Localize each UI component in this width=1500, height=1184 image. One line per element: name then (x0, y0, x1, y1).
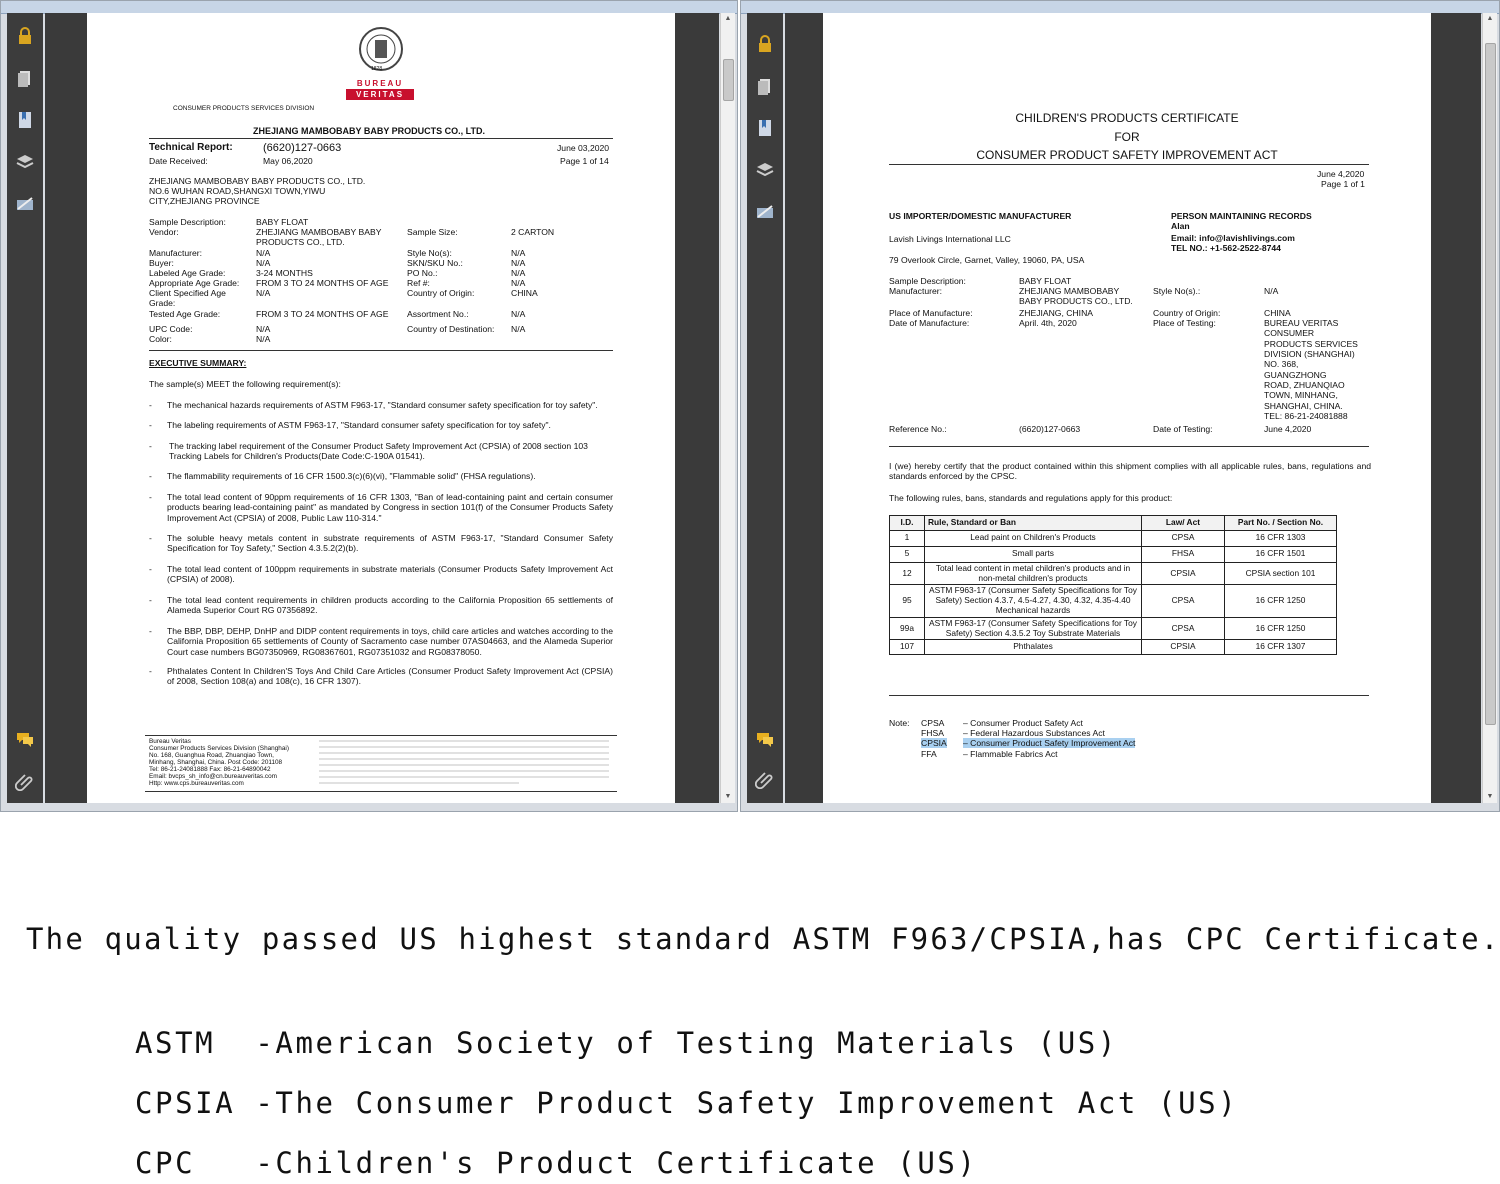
pages-icon[interactable] (754, 75, 776, 97)
layers-icon[interactable] (14, 151, 36, 173)
address-line: CITY,ZHEJIANG PROVINCE (149, 196, 260, 206)
tech-report-no: (6620)127-0663 (263, 142, 342, 154)
note-abbr-highlighted[interactable]: CPSIA (921, 738, 947, 748)
cell-rule: ASTM F963-17 (Consumer Safety Specifications for Toy Safety) Section 4.3.7, 4.5-4.27, 4.30, 4.32, 4.35-4.40 Mechanical hazards (925, 585, 1142, 617)
field-value: N/A (256, 334, 271, 344)
executive-summary-heading: EXECUTIVE SUMMARY: (149, 358, 247, 368)
cell-rule: ASTM F963-17 (Consumer Safety Specifications for Toy Safety) Section 4.3.5.2 Toy Substrate Materials (925, 617, 1142, 640)
page-number: Page 1 of 14 (560, 156, 609, 166)
cert-page: Page 1 of 1 (1321, 179, 1365, 189)
field-value: N/A (511, 248, 526, 258)
cell-law: CPSIA (1142, 562, 1225, 585)
cell-law: CPSA (1142, 617, 1225, 640)
cell-law: CPSIA (1142, 640, 1225, 655)
field-value: N/A (511, 268, 526, 278)
cell-rule: Lead paint on Children's Products (925, 530, 1142, 546)
bullet-dash: - (149, 564, 152, 574)
requirement-item: The total lead content requirements in children products according to the California Proposition 65 settlements of Alameda Superior Court RG 07356892. (167, 595, 613, 616)
note-desc: – Consumer Product Safety Act (963, 718, 1083, 728)
lock-icon[interactable] (14, 25, 36, 47)
bullet-dash: - (149, 595, 152, 605)
table-row (890, 562, 1337, 585)
field-value: N/A (256, 248, 271, 258)
field-value: ZHEJIANG, CHINA (1019, 308, 1094, 318)
cell-rule: Small parts (925, 546, 1142, 562)
origin-value: CHINA (1264, 308, 1291, 318)
requirement-item: The total lead content of 100ppm requirements in substrate materials (Consumer Products Safety Improvement Act (CPSIA) of 2008). (167, 564, 613, 585)
footer-fine-print (319, 739, 611, 787)
divider (889, 446, 1369, 447)
field-value: N/A (256, 288, 271, 298)
bullet-dash: - (149, 492, 152, 502)
note-label: Note: (889, 718, 910, 728)
address-line: ZHEJIANG MAMBOBABY BABY PRODUCTS CO., LTD. (149, 176, 366, 186)
field-value: PRODUCTS CO., LTD. (256, 237, 345, 247)
field-value: ZHEJIANG MAMBOBABY BABY (256, 227, 382, 237)
column-header: Law/ Act (1142, 516, 1225, 531)
requirement-item: The BBP, DBP, DEHP, DnHP and DIDP content requirements in toys, child care articles and watches according to the California Proposition 65 settlements of County of Sacramento case number 07AS04663, and the Alameda Superior Court case numbers BG07350969, RG08367601, RG07351032 and RG08378050. (167, 626, 613, 657)
field-value: 2 CARTON (511, 227, 555, 237)
logo-veritas: VERITAS (346, 89, 414, 100)
signature-icon[interactable] (754, 201, 776, 223)
bullet-dash: - (149, 441, 152, 451)
divider (889, 164, 1369, 165)
meet-intro: The sample(s) MEET the following requirement(s): (149, 379, 341, 389)
records-name: Alan (1171, 221, 1190, 231)
testing-line: DIVISION (SHANGHAI) (1264, 349, 1355, 359)
footer-line: No. 168, Guanghua Road, Zhuanqiao Town, (149, 752, 274, 759)
field-value: N/A (511, 324, 526, 334)
logo-bureau: BUREAU (356, 79, 404, 88)
field-value: ZHEJIANG MAMBOBABY (1019, 286, 1120, 296)
lock-icon[interactable] (754, 33, 776, 55)
records-tel: TEL NO.: +1-562-2522-8744 (1171, 243, 1281, 253)
field-label: Manufacturer: (149, 248, 203, 258)
testing-label: Place of Testing: (1153, 318, 1216, 328)
divider (149, 138, 613, 139)
scrollbar-thumb[interactable] (1485, 43, 1496, 725)
cpsia-definition: CPSIA -The Consumer Product Safety Improvement Act (US) (135, 1086, 1239, 1120)
date-received: May 06,2020 (263, 156, 313, 166)
bullet-dash: - (149, 471, 152, 481)
vertical-scrollbar[interactable] (720, 13, 735, 803)
cell-law: FHSA (1142, 546, 1225, 562)
pages-icon[interactable] (14, 67, 36, 89)
field-value: FROM 3 TO 24 MONTHS OF AGE (256, 309, 389, 319)
layers-icon[interactable] (754, 159, 776, 181)
field-value: 3-24 MONTHS (256, 268, 313, 278)
table-header-row (890, 516, 1337, 531)
left-sidebar (747, 13, 783, 803)
field-value: BABY PRODUCTS CO., LTD. (1019, 296, 1133, 306)
reference-value: (6620)127-0663 (1019, 424, 1081, 434)
bullet-dash: - (149, 626, 152, 636)
cell-law: CPSA (1142, 585, 1225, 617)
field-value: N/A (511, 278, 526, 288)
table-row (890, 617, 1337, 640)
table-row (890, 585, 1337, 617)
astm-definition: ASTM -American Society of Testing Materials (US) (135, 1026, 1118, 1060)
bookmark-icon[interactable] (14, 109, 36, 131)
field-label: Place of Manufacture: (889, 308, 973, 318)
footer-line: Email: bvcps_sh_info@cn.bureauveritas.com (149, 773, 277, 780)
comment-icon[interactable] (14, 728, 36, 750)
field-value: April. 4th, 2020 (1019, 318, 1077, 328)
divider (145, 735, 617, 736)
testing-line: ROAD, ZHUANQIAO (1264, 380, 1345, 390)
field-value: N/A (256, 258, 271, 268)
bullet-dash: - (149, 420, 152, 430)
field-label: UPC Code: (149, 324, 193, 334)
address-line: NO.6 WUHAN ROAD,SHANGXI TOWN,YIWU (149, 186, 326, 196)
field-label: Country of Origin: (407, 288, 475, 298)
left-pdf-viewer (0, 0, 738, 812)
cell-part: CPSIA section 101 (1225, 562, 1337, 585)
cert-title: CHILDREN'S PRODUCTS CERTIFICATE (1015, 111, 1239, 125)
testing-line: CONSUMER (1264, 328, 1315, 338)
company-title: ZHEJIANG MAMBOBABY BABY PRODUCTS CO., LTD. (253, 126, 486, 136)
field-value: FROM 3 TO 24 MONTHS OF AGE (256, 278, 389, 288)
field-label: PO No.: (407, 268, 438, 278)
field-label: SKN/SKU No.: (407, 258, 463, 268)
field-label: Buyer: (149, 258, 174, 268)
report-date: June 03,2020 (557, 143, 610, 153)
style-value: N/A (1264, 286, 1279, 296)
cell-part: 16 CFR 1501 (1225, 546, 1337, 562)
attachment-icon[interactable] (754, 768, 776, 790)
note-abbr: FHSA (921, 728, 944, 738)
records-heading: PERSON MAINTAINING RECORDS (1171, 211, 1312, 221)
field-label: Country of Destination: (407, 324, 495, 334)
origin-label: Country of Origin: (1153, 308, 1221, 318)
field-label: Color: (149, 334, 172, 344)
requirement-item: The total lead content of 90ppm requirements of 16 CFR 1303, "Ban of lead-containing paint and certain consumer products bearing lead-containing paint" as mandated by Congress in section 101(f) of the Consumer Products Safety Improvement Act (CPSIA) of 2008, Public Law 110-314." (167, 492, 613, 523)
field-label: Style No(s): (407, 248, 452, 258)
divider (145, 791, 617, 792)
note-desc-highlighted[interactable]: – Consumer Product Safety Improvement Act (963, 738, 1136, 748)
records-email: Email: info@lavishlivings.com (1171, 233, 1295, 243)
footer-line: Minhang, Shanghai, China. Post Code: 201108 (149, 759, 283, 766)
cell-id: 5 (890, 546, 925, 562)
date-received-label: Date Received: (149, 156, 208, 166)
requirement-item: The soluble heavy metals content in substrate requirements of ASTM F963-17, "Standard Consumer Safety Specification for Toy Safety," Section 4.3.5.2(2)(b). (167, 533, 613, 554)
rules-table (889, 515, 1337, 655)
footer-line: Bureau Veritas (149, 738, 191, 745)
cell-rule: Total lead content in metal children's products and in non-metal children's products (925, 562, 1142, 585)
right-pdf-viewer (740, 0, 1500, 812)
field-label: Grade: (149, 298, 176, 308)
bookmark-icon[interactable] (754, 117, 776, 139)
cert-title-act: CONSUMER PRODUCT SAFETY IMPROVEMENT ACT (976, 148, 1278, 162)
cell-law: CPSA (1142, 530, 1225, 546)
signature-icon[interactable] (14, 193, 36, 215)
divider (889, 695, 1369, 696)
field-label: Assortment No.: (407, 309, 469, 319)
report-page (87, 13, 675, 803)
scrollbar-thumb[interactable] (723, 59, 734, 101)
cell-part: 16 CFR 1250 (1225, 585, 1337, 617)
footer-line: Tel: 86-21-24081888 Fax: 86-21-64890042 (149, 766, 271, 773)
scroll-down-arrow-icon[interactable]: ▼ (1486, 793, 1494, 800)
field-value: CHINA (511, 288, 538, 298)
importer-heading: US IMPORTER/DOMESTIC MANUFACTURER (889, 211, 1072, 221)
cell-id: 107 (890, 640, 925, 655)
divider (149, 350, 613, 351)
reference-label: Reference No.: (889, 424, 947, 434)
testing-line: PRODUCTS SERVICES (1264, 339, 1358, 349)
cert-title-for: FOR (1114, 130, 1140, 144)
cpc-definition: CPC -Children's Product Certificate (US) (135, 1146, 978, 1180)
field-value: N/A (256, 324, 271, 334)
document-area (45, 13, 719, 803)
date-of-testing-label: Date of Testing: (1153, 424, 1213, 434)
testing-line: BUREAU VERITAS (1264, 318, 1339, 328)
requirement-item: Phthalates Content In Children'S Toys And Child Care Articles (Consumer Product Safety Improvement Act (CPSIA) of 2008, Section 108(a) and 108(c), 16 CFR 1307). (167, 666, 613, 687)
cell-part: 16 CFR 1250 (1225, 617, 1337, 640)
importer-name: Lavish Livings International LLC (889, 234, 1011, 244)
cell-id: 12 (890, 562, 925, 585)
division-label: CONSUMER PRODUCTS SERVICES DIVISION (173, 105, 315, 112)
certificate-page (823, 13, 1431, 803)
importer-address: 79 Overlook Circle, Garnet, Valley, 19060, PA, USA (889, 255, 1085, 265)
column-header: Part No. / Section No. (1225, 516, 1337, 531)
testing-line: TEL: 86-21-24081888 (1264, 411, 1348, 421)
requirement-item: The mechanical hazards requirements of ASTM F963-17, "Standard consumer safety specification for toy safety". (167, 400, 598, 410)
note-abbr: FFA (921, 749, 937, 759)
scroll-up-arrow-icon[interactable]: ▲ (1486, 15, 1494, 22)
table-row (890, 640, 1337, 655)
field-label: Sample Size: (407, 227, 458, 237)
cell-id: 95 (890, 585, 925, 617)
document-area (785, 13, 1481, 803)
logo-year: 1828 (371, 66, 383, 72)
comment-icon[interactable] (754, 728, 776, 750)
scroll-down-arrow-icon[interactable]: ▼ (724, 793, 732, 800)
note-abbr: CPSA (921, 718, 945, 728)
date-of-testing-value: June 4,2020 (1264, 424, 1312, 434)
field-label: Manufacturer: (889, 286, 943, 296)
field-value: N/A (511, 309, 526, 319)
style-label: Style No(s).: (1153, 286, 1201, 296)
vertical-scrollbar[interactable] (1482, 13, 1497, 803)
bullet-dash: - (149, 533, 152, 543)
note-desc: – Federal Hazardous Substances Act (963, 728, 1105, 738)
testing-line: TOWN, MINHANG, (1264, 390, 1338, 400)
column-header: I.D. (890, 516, 925, 531)
bullet-dash: - (149, 666, 152, 676)
left-sidebar (7, 13, 43, 803)
column-header: Rule, Standard or Ban (925, 516, 1142, 531)
footer-line: Http: www.cps.bureauveritas.com (149, 780, 244, 787)
field-label: Sample Description: (149, 217, 226, 227)
scroll-up-arrow-icon[interactable]: ▲ (724, 15, 732, 22)
certification-statement: I (we) hereby certify that the product contained within this shipment complies with all applicable rules, bans, regulations and standards enforced by the CPSC. (889, 461, 1371, 482)
requirement-item: The flammability requirements of 16 CFR 1500.3(c)(6)(vi), "Flammable solid" (FHSA regulations). (167, 471, 536, 481)
cell-id: 1 (890, 530, 925, 546)
testing-line: NO. 368, (1264, 359, 1299, 369)
field-label: Date of Manufacture: (889, 318, 970, 328)
note-desc: – Flammable Fabrics Act (963, 749, 1058, 759)
main-caption: The quality passed US highest standard ASTM F963/CPSIA,has CPC Certificate. (26, 922, 1500, 956)
field-label: Appropriate Age Grade: (149, 278, 240, 288)
requirement-item: The labeling requirements of ASTM F963-17, "Standard consumer safety specification for toy safety". (167, 420, 551, 430)
field-value: BABY FLOAT (256, 217, 309, 227)
table-row (890, 530, 1337, 546)
field-value: BABY FLOAT (1019, 276, 1072, 286)
cell-rule: Phthalates (925, 640, 1142, 655)
cert-date: June 4,2020 (1317, 169, 1365, 179)
footer-line: Consumer Products Services Division (Shanghai) (149, 745, 289, 752)
table-row (890, 546, 1337, 562)
testing-line: SHANGHAI, CHINA. (1264, 401, 1343, 411)
field-value: N/A (511, 258, 526, 268)
cell-part: 16 CFR 1307 (1225, 640, 1337, 655)
cell-part: 16 CFR 1303 (1225, 530, 1337, 546)
field-label: Vendor: (149, 227, 179, 237)
attachment-icon[interactable] (14, 770, 36, 792)
requirement-item: The tracking label requirement of the Consumer Product Safety Improvement Act (CPSIA) of 2008 section 103 Tracking Labels for Children's Products(Date Code:C-190A 01541). (169, 441, 588, 462)
cell-id: 99a (890, 617, 925, 640)
field-label: Labeled Age Grade: (149, 268, 226, 278)
field-label: Sample Description: (889, 276, 966, 286)
field-label: Tested Age Grade: (149, 309, 221, 319)
field-label: Ref #: (407, 278, 430, 288)
testing-line: GUANGZHONG (1264, 370, 1327, 380)
following-rules: The following rules, bans, standards and regulations apply for this product: (889, 493, 1173, 503)
field-label: Client Specified Age (149, 288, 226, 298)
bullet-dash: - (149, 400, 152, 410)
tech-report-label: Technical Report: (149, 142, 233, 153)
